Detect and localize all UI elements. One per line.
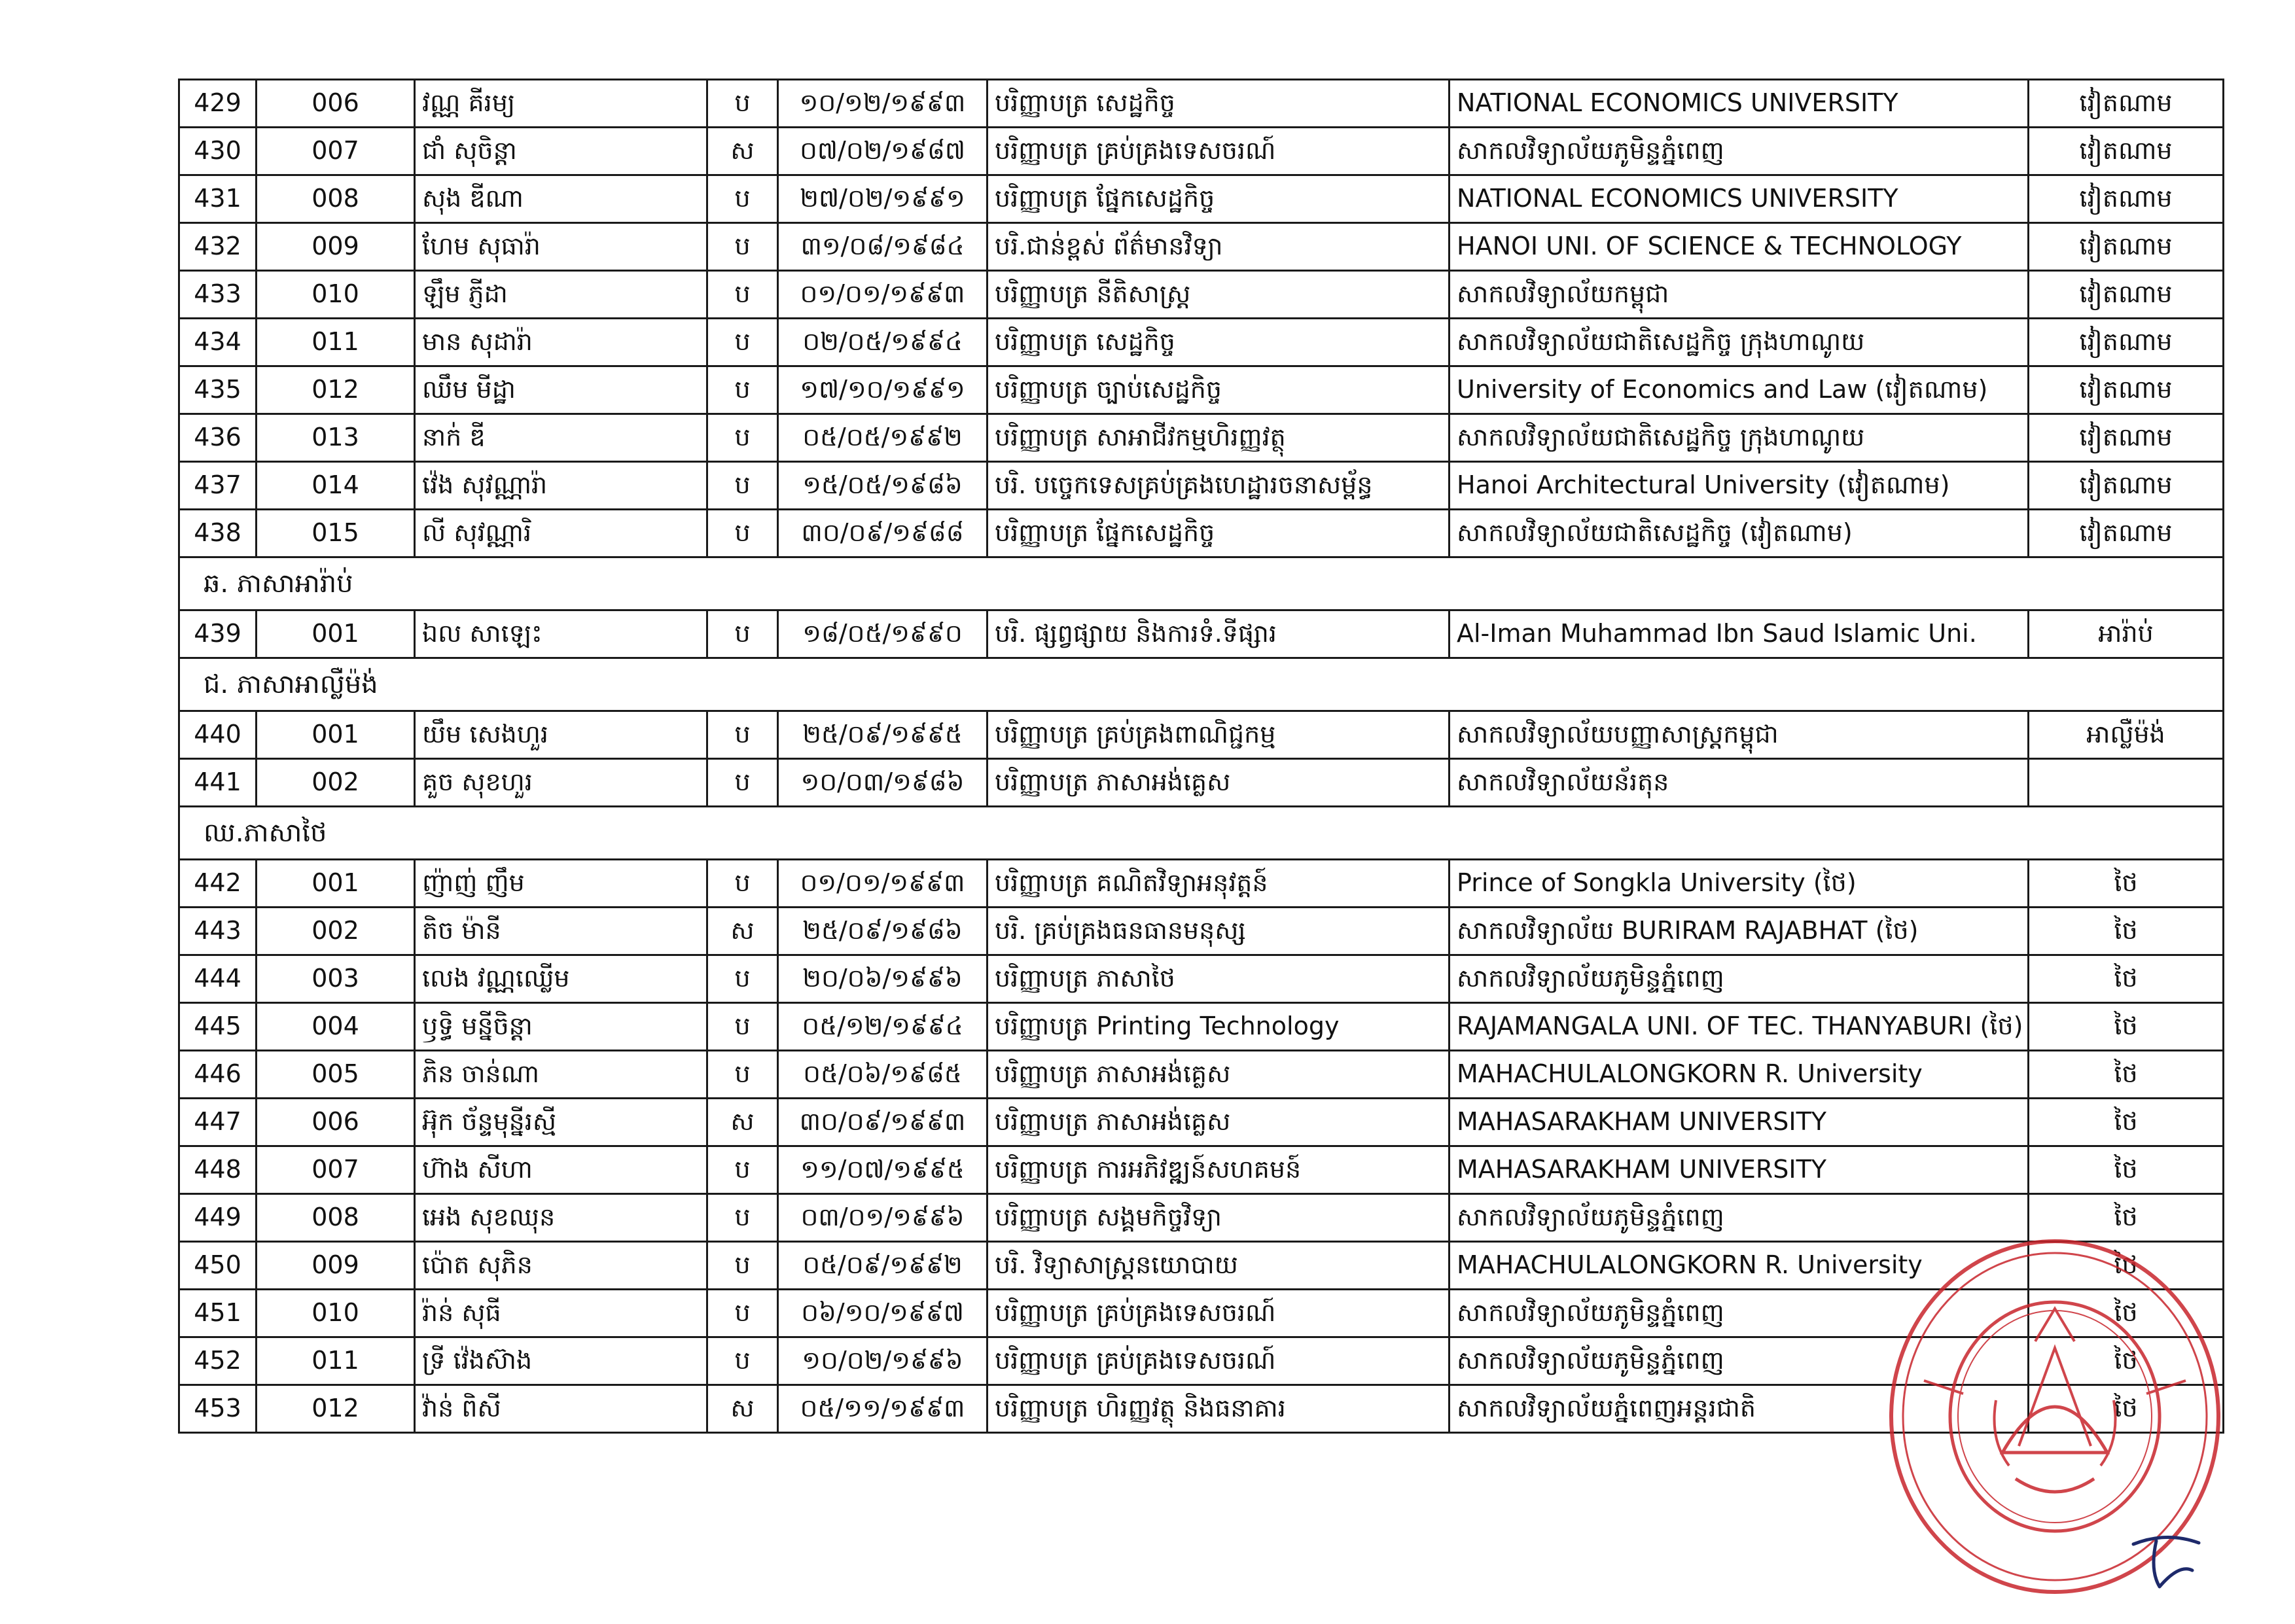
cell-university: សាកលវិទ្យាល័យភូមិន្ទភ្នំពេញ bbox=[1450, 1290, 2029, 1337]
cell-degree: បរិញ្ញាបត្រ ភាសាអង់គ្លេស bbox=[987, 759, 1450, 807]
cell-name: នាក់ ឌី bbox=[415, 414, 707, 462]
cell-degree: បរិញ្ញាបត្រ គ្រប់គ្រងទេសចរណ៍ bbox=[987, 1337, 1450, 1385]
cell-date-of-birth: ២០/០៦/១៩៩៦ bbox=[778, 955, 987, 1003]
cell-country: ថៃ bbox=[2029, 860, 2224, 908]
cell-university: NATIONAL ECONOMICS UNIVERSITY bbox=[1450, 175, 2029, 223]
cell-degree: បរិ. វិទ្យាសាស្ត្រនយោបាយ bbox=[987, 1242, 1450, 1290]
cell-name: ឯល សាឡេះ bbox=[415, 610, 707, 658]
cell-date-of-birth: ០៥/០៩/១៩៩២ bbox=[778, 1242, 987, 1290]
cell-date-of-birth: ១៧/១០/១៩៩១ bbox=[778, 366, 987, 414]
cell-sex: ប bbox=[707, 1003, 778, 1051]
cell-sub-number: 010 bbox=[257, 1290, 415, 1337]
cell-row-number: 438 bbox=[179, 510, 257, 557]
cell-sex: ប bbox=[707, 610, 778, 658]
cell-name: រ៉ាន់ សុធី bbox=[415, 1290, 707, 1337]
cell-degree: បរិញ្ញាបត្រ គ្រប់គ្រងទេសចរណ៍ bbox=[987, 1290, 1450, 1337]
cell-degree: បរិ.ជាន់ខ្ពស់ ព័ត៌មានវិទ្យា bbox=[987, 223, 1450, 271]
cell-date-of-birth: ០៥/១២/១៩៩៤ bbox=[778, 1003, 987, 1051]
cell-date-of-birth: ១០/០៣/១៩៨៦ bbox=[778, 759, 987, 807]
cell-name: វណ្ណ គីរម្យ bbox=[415, 80, 707, 128]
cell-degree: បរិញ្ញាបត្រ ភាសាអង់គ្លេស bbox=[987, 1099, 1450, 1146]
cell-sub-number: 008 bbox=[257, 1194, 415, 1242]
section-title: ជ. ភាសាអាល្លឺម៉ង់ bbox=[179, 658, 2224, 711]
cell-country: ថៃ bbox=[2029, 1051, 2224, 1099]
table-row bbox=[179, 462, 2224, 510]
cell-country: វៀតណាម bbox=[2029, 319, 2224, 366]
section-header-row bbox=[179, 658, 2224, 711]
cell-sex: ប bbox=[707, 175, 778, 223]
cell-sub-number: 002 bbox=[257, 908, 415, 955]
table-row bbox=[179, 1146, 2224, 1194]
cell-degree: បរិញ្ញាបត្រ សេដ្ឋកិច្ច bbox=[987, 319, 1450, 366]
cell-country: វៀតណាម bbox=[2029, 128, 2224, 175]
cell-degree: បរិញ្ញាបត្រ គ្រប់គ្រងពាណិជ្ជកម្ម bbox=[987, 711, 1450, 759]
cell-name: សុង ឌីណា bbox=[415, 175, 707, 223]
cell-date-of-birth: ០៥/១១/១៩៩៣ bbox=[778, 1385, 987, 1433]
cell-row-number: 447 bbox=[179, 1099, 257, 1146]
table-row bbox=[179, 510, 2224, 557]
cell-date-of-birth: ១៨/០៥/១៩៩០ bbox=[778, 610, 987, 658]
cell-sex: ប bbox=[707, 223, 778, 271]
cell-sub-number: 011 bbox=[257, 1337, 415, 1385]
cell-country: វៀតណាម bbox=[2029, 80, 2224, 128]
cell-name: លី សុវណ្ណារិ bbox=[415, 510, 707, 557]
table-row bbox=[179, 319, 2224, 366]
cell-name: មាន សុដារ៉ា bbox=[415, 319, 707, 366]
cell-university: University of Economics and Law (វៀតណាម) bbox=[1450, 366, 2029, 414]
cell-degree: បរិញ្ញាបត្រ ហិរញ្ញវត្ថុ និងធនាគារ bbox=[987, 1385, 1450, 1433]
cell-name: ឫទ្ធិ មន្នីចិន្តា bbox=[415, 1003, 707, 1051]
cell-row-number: 435 bbox=[179, 366, 257, 414]
table-row bbox=[179, 1003, 2224, 1051]
cell-sex: ប bbox=[707, 955, 778, 1003]
table-row bbox=[179, 271, 2224, 319]
cell-sex: ប bbox=[707, 860, 778, 908]
table-row bbox=[179, 80, 2224, 128]
cell-university: សាកលវិទ្យាល័យ BURIRAM RAJABHAT (ថៃ) bbox=[1450, 908, 2029, 955]
cell-sex: ប bbox=[707, 759, 778, 807]
cell-date-of-birth: ០១/០១/១៩៩៣ bbox=[778, 860, 987, 908]
cell-date-of-birth: ០៣/០១/១៩៩៦ bbox=[778, 1194, 987, 1242]
section-header-row bbox=[179, 807, 2224, 860]
cell-name: វ៉េង សុវណ្ណារ៉ា bbox=[415, 462, 707, 510]
cell-sex: ប bbox=[707, 1051, 778, 1099]
cell-university: សាកលវិទ្យាល័យជាតិសេដ្ឋកិច្ច (វៀតណាម) bbox=[1450, 510, 2029, 557]
cell-degree: បរិ. បច្ចេកទេសគ្រប់គ្រងហេដ្ឋារចនាសម្ព័ន្ធ bbox=[987, 462, 1450, 510]
cell-name: តិច ម៉ានី bbox=[415, 908, 707, 955]
cell-country: ថៃ bbox=[2029, 955, 2224, 1003]
signature bbox=[2120, 1525, 2212, 1597]
cell-name: ឡឹម ភ្ញីដា bbox=[415, 271, 707, 319]
cell-date-of-birth: ០៥/០៥/១៩៩២ bbox=[778, 414, 987, 462]
cell-university: សាកលវិទ្យាល័យភូមិន្ទភ្នំពេញ bbox=[1450, 955, 2029, 1003]
section-header-row bbox=[179, 557, 2224, 610]
cell-university: សាកលវិទ្យាល័យកម្ពុជា bbox=[1450, 271, 2029, 319]
table-row bbox=[179, 414, 2224, 462]
cell-university: NATIONAL ECONOMICS UNIVERSITY bbox=[1450, 80, 2029, 128]
cell-date-of-birth: ០៧/០២/១៩៨៧ bbox=[778, 128, 987, 175]
cell-sub-number: 012 bbox=[257, 1385, 415, 1433]
cell-row-number: 439 bbox=[179, 610, 257, 658]
cell-sex: ស bbox=[707, 1099, 778, 1146]
cell-university: សាកលវិទ្យាល័យភូមិន្ទភ្នំពេញ bbox=[1450, 1337, 2029, 1385]
cell-row-number: 434 bbox=[179, 319, 257, 366]
cell-name: ហ៊ាង សីហា bbox=[415, 1146, 707, 1194]
cell-date-of-birth: ១០/១២/១៩៩៣ bbox=[778, 80, 987, 128]
cell-country: វៀតណាម bbox=[2029, 223, 2224, 271]
cell-row-number: 433 bbox=[179, 271, 257, 319]
cell-university: សាកលវិទ្យាល័យភូមិន្ទភ្នំពេញ bbox=[1450, 128, 2029, 175]
cell-sex: ប bbox=[707, 319, 778, 366]
cell-sex: ប bbox=[707, 366, 778, 414]
cell-sub-number: 002 bbox=[257, 759, 415, 807]
cell-university: សាកលវិទ្យាល័យន័រតុន bbox=[1450, 759, 2029, 807]
cell-university: សាកលវិទ្យាល័យជាតិសេដ្ឋកិច្ច ក្រុងហាណូយ bbox=[1450, 414, 2029, 462]
table-row bbox=[179, 1099, 2224, 1146]
cell-sub-number: 011 bbox=[257, 319, 415, 366]
cell-degree: បរិញ្ញាបត្រ ការអភិវឌ្ឍន៍សហគមន៍ bbox=[987, 1146, 1450, 1194]
cell-date-of-birth: ២៥/០៩/១៩៨៦ bbox=[778, 908, 987, 955]
cell-sex: ប bbox=[707, 1146, 778, 1194]
cell-university: MAHACHULALONGKORN R. University bbox=[1450, 1242, 2029, 1290]
cell-sub-number: 001 bbox=[257, 711, 415, 759]
cell-name: ទ្រី វ៉េងស៊ាង bbox=[415, 1337, 707, 1385]
cell-sub-number: 003 bbox=[257, 955, 415, 1003]
cell-sub-number: 001 bbox=[257, 610, 415, 658]
cell-country: វៀតណាម bbox=[2029, 175, 2224, 223]
cell-sex: ប bbox=[707, 414, 778, 462]
cell-university: Al-Iman Muhammad Ibn Saud Islamic Uni. bbox=[1450, 610, 2029, 658]
cell-date-of-birth: ១០/០២/១៩៩៦ bbox=[778, 1337, 987, 1385]
cell-country: ថៃ bbox=[2029, 908, 2224, 955]
table-row bbox=[179, 1051, 2224, 1099]
cell-country: វៀតណាម bbox=[2029, 366, 2224, 414]
cell-row-number: 449 bbox=[179, 1194, 257, 1242]
cell-sex: ស bbox=[707, 1385, 778, 1433]
cell-row-number: 452 bbox=[179, 1337, 257, 1385]
cell-row-number: 450 bbox=[179, 1242, 257, 1290]
cell-row-number: 429 bbox=[179, 80, 257, 128]
cell-date-of-birth: ០១/០១/១៩៩៣ bbox=[778, 271, 987, 319]
cell-sub-number: 010 bbox=[257, 271, 415, 319]
cell-name: ប៉ោត សុភិន bbox=[415, 1242, 707, 1290]
cell-sex: ប bbox=[707, 711, 778, 759]
cell-row-number: 431 bbox=[179, 175, 257, 223]
section-title: ឆ. ភាសាអារ៉ាប់ bbox=[179, 557, 2224, 610]
cell-university: HANOI UNI. OF SCIENCE & TECHNOLOGY bbox=[1450, 223, 2029, 271]
cell-row-number: 446 bbox=[179, 1051, 257, 1099]
cell-sex: ប bbox=[707, 271, 778, 319]
cell-sub-number: 006 bbox=[257, 1099, 415, 1146]
cell-row-number: 441 bbox=[179, 759, 257, 807]
cell-degree: បរិញ្ញាបត្រ Printing Technology bbox=[987, 1003, 1450, 1051]
cell-sex: ស bbox=[707, 128, 778, 175]
cell-university: សាកលវិទ្យាល័យជាតិសេដ្ឋកិច្ច ក្រុងហាណូយ bbox=[1450, 319, 2029, 366]
cell-degree: បរិញ្ញាបត្រ គ្រប់គ្រងទេសចរណ៍ bbox=[987, 128, 1450, 175]
cell-country: ថៃ bbox=[2029, 1146, 2224, 1194]
cell-degree: បរិញ្ញាបត្រ សង្គមកិច្ចវិទ្យា bbox=[987, 1194, 1450, 1242]
cell-sub-number: 007 bbox=[257, 128, 415, 175]
cell-name: គួច សុខហួរ bbox=[415, 759, 707, 807]
cell-degree: បរិញ្ញាបត្រ ភាសាថៃ bbox=[987, 955, 1450, 1003]
cell-country: ថៃ bbox=[2029, 1003, 2224, 1051]
cell-country: វៀតណាម bbox=[2029, 510, 2224, 557]
cell-name: វ៉ាន់ ពិសី bbox=[415, 1385, 707, 1433]
cell-sub-number: 013 bbox=[257, 414, 415, 462]
cell-sex: ប bbox=[707, 462, 778, 510]
cell-country: អារ៉ាប់ bbox=[2029, 610, 2224, 658]
cell-country: ថៃ bbox=[2029, 1242, 2224, 1290]
cell-sub-number: 005 bbox=[257, 1051, 415, 1099]
cell-row-number: 440 bbox=[179, 711, 257, 759]
cell-university: MAHASARAKHAM UNIVERSITY bbox=[1450, 1099, 2029, 1146]
cell-country: ថៃ bbox=[2029, 1385, 2224, 1433]
cell-degree: បរិញ្ញាបត្រ សាអាជីវកម្មហិរញ្ញវត្ថុ bbox=[987, 414, 1450, 462]
cell-degree: បរិញ្ញាបត្រ គណិតវិទ្យាអនុវត្តន៍ bbox=[987, 860, 1450, 908]
cell-row-number: 445 bbox=[179, 1003, 257, 1051]
cell-name: យឹម សេងហួរ bbox=[415, 711, 707, 759]
cell-name: ញ៉ាញ់ ញឹម bbox=[415, 860, 707, 908]
cell-row-number: 436 bbox=[179, 414, 257, 462]
cell-sub-number: 009 bbox=[257, 223, 415, 271]
cell-date-of-birth: ៣១/០៨/១៩៨៤ bbox=[778, 223, 987, 271]
cell-sex: ប bbox=[707, 80, 778, 128]
cell-country: ថៃ bbox=[2029, 1099, 2224, 1146]
cell-date-of-birth: ២៥/០៩/១៩៩៥ bbox=[778, 711, 987, 759]
cell-name: អ៊ុក ច័ន្ទមុន្នីរស្មី bbox=[415, 1099, 707, 1146]
cell-degree: បរិ. ផ្សព្វផ្សាយ និងការទំ.ទីផ្សារ bbox=[987, 610, 1450, 658]
cell-sex: ប bbox=[707, 1337, 778, 1385]
cell-university: MAHASARAKHAM UNIVERSITY bbox=[1450, 1146, 2029, 1194]
cell-row-number: 444 bbox=[179, 955, 257, 1003]
cell-row-number: 451 bbox=[179, 1290, 257, 1337]
cell-row-number: 430 bbox=[179, 128, 257, 175]
cell-row-number: 437 bbox=[179, 462, 257, 510]
cell-sex: ប bbox=[707, 1290, 778, 1337]
table-row bbox=[179, 610, 2224, 658]
table-row bbox=[179, 711, 2224, 759]
cell-sub-number: 012 bbox=[257, 366, 415, 414]
cell-sex: ប bbox=[707, 510, 778, 557]
cell-sub-number: 001 bbox=[257, 860, 415, 908]
cell-date-of-birth: ៣០/០៩/១៩៩៣ bbox=[778, 1099, 987, 1146]
cell-university: Prince of Songkla University (ថៃ) bbox=[1450, 860, 2029, 908]
table-row bbox=[179, 223, 2224, 271]
table-row bbox=[179, 908, 2224, 955]
cell-university: សាកលវិទ្យាល័យភ្នំពេញអន្តរជាតិ bbox=[1450, 1385, 2029, 1433]
section-title: ឈ.ភាសាថៃ bbox=[179, 807, 2224, 860]
cell-date-of-birth: ០៥/០៦/១៩៨៥ bbox=[778, 1051, 987, 1099]
cell-country: ថៃ bbox=[2029, 1194, 2224, 1242]
cell-row-number: 443 bbox=[179, 908, 257, 955]
cell-sex: ស bbox=[707, 908, 778, 955]
table-row bbox=[179, 175, 2224, 223]
cell-country: ថៃ bbox=[2029, 1290, 2224, 1337]
cell-name: ហែម សុធារ៉ា bbox=[415, 223, 707, 271]
cell-sub-number: 007 bbox=[257, 1146, 415, 1194]
cell-sub-number: 006 bbox=[257, 80, 415, 128]
cell-date-of-birth: ១៥/០៥/១៩៨៦ bbox=[778, 462, 987, 510]
cell-country: វៀតណាម bbox=[2029, 271, 2224, 319]
cell-name: ភិន ចាន់ណា bbox=[415, 1051, 707, 1099]
cell-country: វៀតណាម bbox=[2029, 414, 2224, 462]
cell-degree: បរិ. គ្រប់គ្រងធនធានមនុស្ស bbox=[987, 908, 1450, 955]
cell-degree: បរិញ្ញាបត្រ សេដ្ឋកិច្ច bbox=[987, 80, 1450, 128]
cell-sex: ប bbox=[707, 1242, 778, 1290]
cell-date-of-birth: ០៦/១០/១៩៩៧ bbox=[778, 1290, 987, 1337]
cell-row-number: 432 bbox=[179, 223, 257, 271]
cell-row-number: 448 bbox=[179, 1146, 257, 1194]
cell-sex: ប bbox=[707, 1194, 778, 1242]
cell-date-of-birth: ០២/០៥/១៩៩៤ bbox=[778, 319, 987, 366]
cell-university: Hanoi Architectural University (វៀតណាម) bbox=[1450, 462, 2029, 510]
cell-name: ឈឹម មីដ្ឋា bbox=[415, 366, 707, 414]
cell-degree: បរិញ្ញាបត្រ ផ្នែកសេដ្ឋកិច្ច bbox=[987, 175, 1450, 223]
cell-degree: បរិញ្ញាបត្រ នីតិសាស្ត្រ bbox=[987, 271, 1450, 319]
cell-degree: បរិញ្ញាបត្រ ច្បាប់សេដ្ឋកិច្ច bbox=[987, 366, 1450, 414]
cell-sub-number: 015 bbox=[257, 510, 415, 557]
cell-university: RAJAMANGALA UNI. OF TEC. THANYABURI (ថៃ) bbox=[1450, 1003, 2029, 1051]
table-row bbox=[179, 366, 2224, 414]
cell-degree: បរិញ្ញាបត្រ ភាសាអង់គ្លេស bbox=[987, 1051, 1450, 1099]
cell-row-number: 442 bbox=[179, 860, 257, 908]
cell-date-of-birth: ១១/០៧/១៩៩៥ bbox=[778, 1146, 987, 1194]
cell-date-of-birth: ៣០/០៩/១៩៨៨ bbox=[778, 510, 987, 557]
table-row bbox=[179, 759, 2224, 807]
cell-date-of-birth: ២៧/០២/១៩៩១ bbox=[778, 175, 987, 223]
cell-university: សាកលវិទ្យាល័យបញ្ញាសាស្ត្រកម្ពុជា bbox=[1450, 711, 2029, 759]
cell-degree: បរិញ្ញាបត្រ ផ្នែកសេដ្ឋកិច្ច bbox=[987, 510, 1450, 557]
table-row bbox=[179, 860, 2224, 908]
cell-name: លេង វណ្ណឈ្លើម bbox=[415, 955, 707, 1003]
cell-sub-number: 014 bbox=[257, 462, 415, 510]
cell-row-number: 453 bbox=[179, 1385, 257, 1433]
table-row bbox=[179, 955, 2224, 1003]
cell-country: អាល្លឺម៉ង់ bbox=[2029, 711, 2224, 759]
cell-name: ជាំ សុចិន្តា bbox=[415, 128, 707, 175]
cell-sub-number: 008 bbox=[257, 175, 415, 223]
cell-university: MAHACHULALONGKORN R. University bbox=[1450, 1051, 2029, 1099]
cell-country: វៀតណាម bbox=[2029, 462, 2224, 510]
cell-name: អេង សុខឈុន bbox=[415, 1194, 707, 1242]
cell-university: សាកលវិទ្យាល័យភូមិន្ទភ្នំពេញ bbox=[1450, 1194, 2029, 1242]
cell-country: ថៃ bbox=[2029, 1337, 2224, 1385]
cell-sub-number: 004 bbox=[257, 1003, 415, 1051]
cell-sub-number: 009 bbox=[257, 1242, 415, 1290]
table-row bbox=[179, 128, 2224, 175]
cell-country bbox=[2029, 759, 2224, 807]
